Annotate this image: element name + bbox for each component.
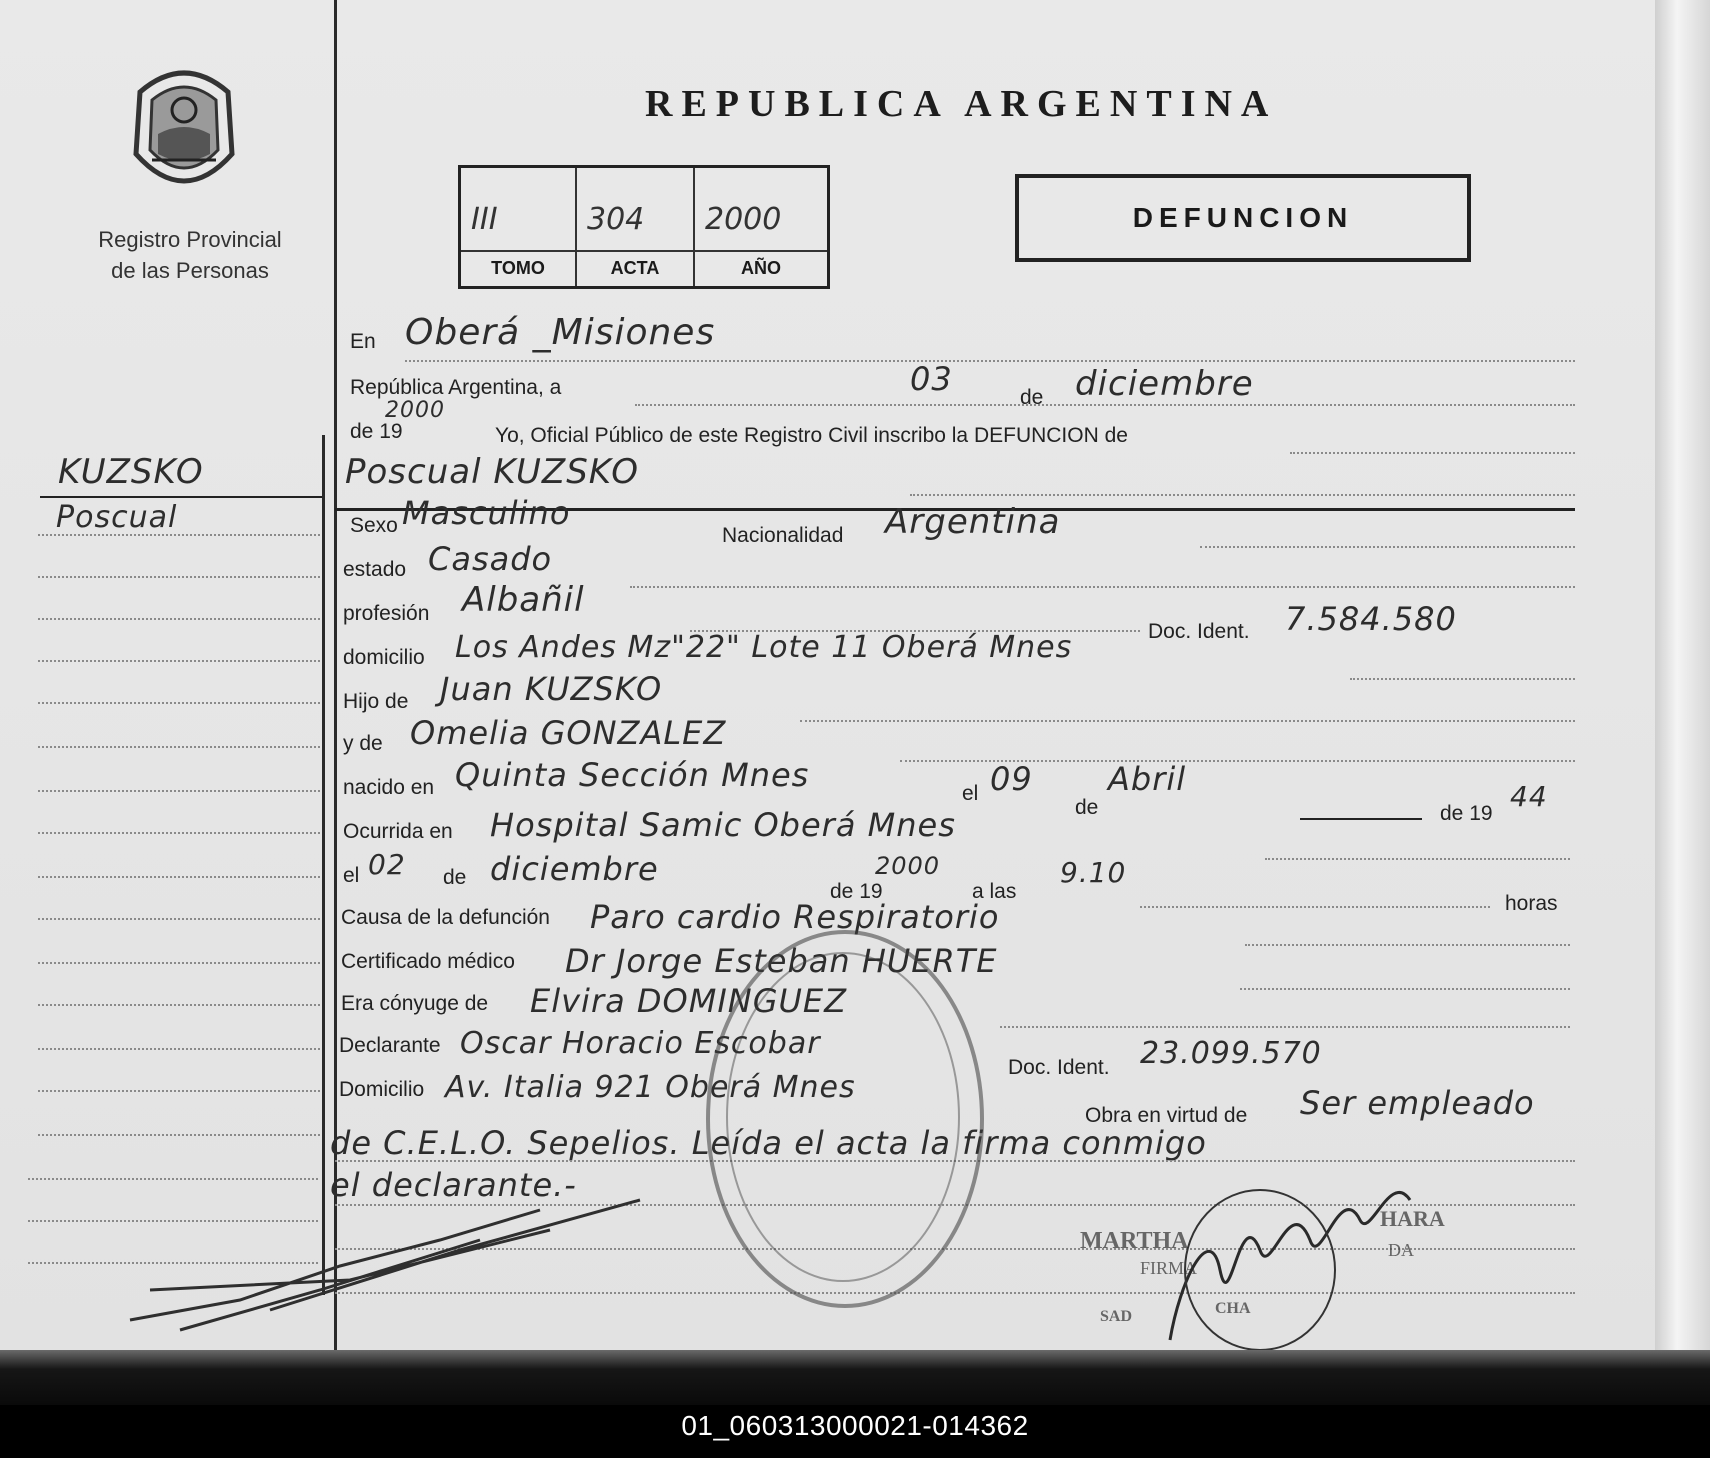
declarante-value: Oscar Horacio Escobar	[460, 1026, 821, 1061]
ocurrida-label: Ocurrida en	[343, 820, 453, 843]
hijo-label: Hijo de	[343, 690, 409, 713]
causa-value: Paro cardio Respiratorio	[590, 898, 1000, 936]
obra-value: Ser empleado	[1300, 1084, 1535, 1122]
form-dotted-line	[1140, 906, 1490, 908]
year-value: 2000	[385, 398, 445, 423]
margin-dotted-line	[38, 1134, 320, 1136]
day-value: 03	[910, 360, 953, 398]
sexo-label: Sexo	[350, 514, 398, 537]
tomo-value: III	[471, 202, 498, 237]
conyuge-value: Elvira DOMINGUEZ	[530, 982, 848, 1020]
margin-underline	[40, 496, 322, 498]
death-year-label: de 19	[830, 880, 883, 903]
declarante-label: Declarante	[339, 1034, 441, 1057]
obra-label: Obra en virtud de	[1085, 1104, 1248, 1127]
anio-cell	[695, 168, 827, 250]
form-dotted-line	[405, 360, 1575, 362]
causa-label: Causa de la defunción	[341, 906, 550, 929]
country-title: REPUBLICA ARGENTINA	[645, 83, 1278, 125]
continuation-line-2: el declarante.-	[330, 1166, 577, 1204]
registry-name-line2: de las Personas	[111, 258, 269, 283]
nacido-el-label: el	[962, 782, 979, 805]
form-dotted-line	[1200, 546, 1575, 548]
hijo-value: Juan KUZSKO	[440, 670, 663, 708]
anio-value: 2000	[705, 202, 782, 237]
margin-given-name: Poscual	[56, 500, 178, 535]
sello-text: SAD	[1100, 1308, 1133, 1325]
form-dotted-line	[910, 494, 1575, 496]
margin-dotted-line	[38, 832, 320, 834]
yde-label: y de	[343, 732, 383, 755]
republica-label: República Argentina, a	[350, 376, 562, 399]
fecha-text: CHA	[1215, 1300, 1251, 1317]
form-dotted-line	[1350, 678, 1575, 680]
margin-dotted-line	[38, 702, 320, 704]
form-dotted-line	[1290, 452, 1575, 454]
nacido-de-label: de	[1075, 796, 1099, 819]
nacido-label: nacido en	[343, 776, 435, 799]
form-dotted-line	[1000, 1026, 1570, 1028]
form-dotted-line	[1240, 988, 1570, 990]
firma-end: DA	[1388, 1240, 1414, 1260]
domicilio2-label: Domicilio	[339, 1078, 425, 1101]
conyuge-label: Era cónyuge de	[341, 992, 489, 1015]
certificado-label: Certificado médico	[341, 950, 515, 973]
officer-name-end: HARA	[1380, 1206, 1445, 1231]
margin-dotted-line	[38, 746, 320, 748]
certificate-type-box: DEFUNCION	[1015, 174, 1471, 262]
tomo-cell	[461, 168, 577, 250]
image-id-caption: 01_060313000021-014362	[681, 1410, 1029, 1441]
continuation-line-1: de C.E.L.O. Sepelios. Leída el acta la firma conmigo	[330, 1124, 1207, 1162]
death-month: diciembre	[490, 850, 659, 888]
margin-dotted-line	[38, 790, 320, 792]
year-printed-label: de 19	[350, 420, 403, 443]
horas-label: horas	[1505, 892, 1558, 915]
death-de-label: de	[443, 866, 467, 889]
death-time: 9.10	[1060, 856, 1127, 889]
officer-signature	[1150, 1160, 1450, 1350]
registry-stamp-inner	[726, 952, 960, 1282]
margin-surname: KUZSKO	[58, 452, 204, 492]
margin-dotted-line	[38, 576, 320, 578]
margin-dotted-line	[38, 876, 320, 878]
form-dotted-line	[635, 404, 1575, 406]
margin-dotted-line	[38, 660, 320, 662]
domicilio-value: Los Andes Mz"22" Lote 11 Oberá Mnes	[455, 630, 1073, 665]
deceased-value: Poscual KUZSKO	[345, 452, 639, 492]
declarante-doc-value: 23.099.570	[1140, 1036, 1322, 1071]
firma-text: FIRMA	[1140, 1258, 1198, 1278]
acta-value: 304	[587, 202, 645, 237]
month-value: diciembre	[1075, 364, 1254, 404]
margin-dotted-line	[38, 962, 320, 964]
officer-name: MARTHA	[1080, 1228, 1189, 1254]
death-day: 02	[368, 848, 406, 881]
ocurrida-value: Hospital Samic Oberá Mnes	[490, 806, 956, 844]
nacido-year-label: de 19	[1440, 802, 1493, 825]
margin-dotted-line	[38, 618, 320, 620]
acta-cell	[577, 168, 695, 250]
death-el-label: el	[343, 864, 360, 887]
margin-dotted-line	[38, 1090, 320, 1092]
acta-label: ACTA	[577, 250, 695, 286]
certificado-value: Dr Jorge Esteban HUERTE	[565, 942, 998, 980]
nacionalidad-value: Argentina	[885, 502, 1061, 542]
nacido-month: Abril	[1108, 760, 1187, 798]
declarante-doc-label: Doc. Ident.	[1008, 1056, 1110, 1079]
margin-dotted-line	[38, 534, 320, 536]
margin-dotted-line	[38, 1004, 320, 1006]
doc-label: Doc. Ident.	[1148, 620, 1250, 643]
profesion-label: profesión	[343, 602, 430, 625]
de-label: de	[1020, 386, 1044, 409]
nacido-underline	[1300, 818, 1422, 820]
form-dotted-line	[800, 720, 1575, 722]
yo-text: Yo, Oficial Público de este Registro Civil inscribo la DEFUNCION de	[495, 424, 1128, 447]
tomo-label: TOMO	[461, 250, 577, 286]
record-number-box	[458, 165, 830, 289]
nacido-year: 44	[1510, 780, 1548, 813]
death-year: 2000	[875, 852, 941, 880]
page-edge	[1655, 0, 1710, 1405]
profesion-value: Albañil	[462, 580, 585, 620]
nacido-day: 09	[990, 760, 1033, 798]
margin-divider	[322, 435, 325, 1295]
margin-dotted-line	[38, 1048, 320, 1050]
nacionalidad-label: Nacionalidad	[722, 524, 844, 547]
doc-value: 7.584.580	[1285, 600, 1457, 638]
estado-value: Casado	[428, 540, 553, 578]
anio-label: AÑO	[695, 250, 827, 286]
provincial-seal-icon	[122, 62, 246, 204]
declarant-signature	[120, 1170, 680, 1340]
book-binding	[0, 1350, 1710, 1405]
nacido-value: Quinta Sección Mnes	[455, 756, 810, 794]
form-dotted-line	[1245, 944, 1570, 946]
en-label: En	[350, 330, 376, 353]
en-value: Oberá _Misiones	[405, 312, 716, 353]
domicilio2-value: Av. Italia 921 Oberá Mnes	[445, 1070, 856, 1105]
domicilio-label: domicilio	[343, 646, 425, 669]
alas-label: a las	[972, 880, 1017, 903]
estado-label: estado	[343, 558, 407, 581]
form-dotted-line	[1265, 858, 1570, 860]
margin-dotted-line	[38, 918, 320, 920]
yde-value: Omelia GONZALEZ	[410, 714, 727, 752]
form-dotted-line	[630, 586, 1575, 588]
registry-name-line1: Registro Provincial	[98, 227, 282, 252]
sexo-value: Masculino	[402, 494, 571, 532]
